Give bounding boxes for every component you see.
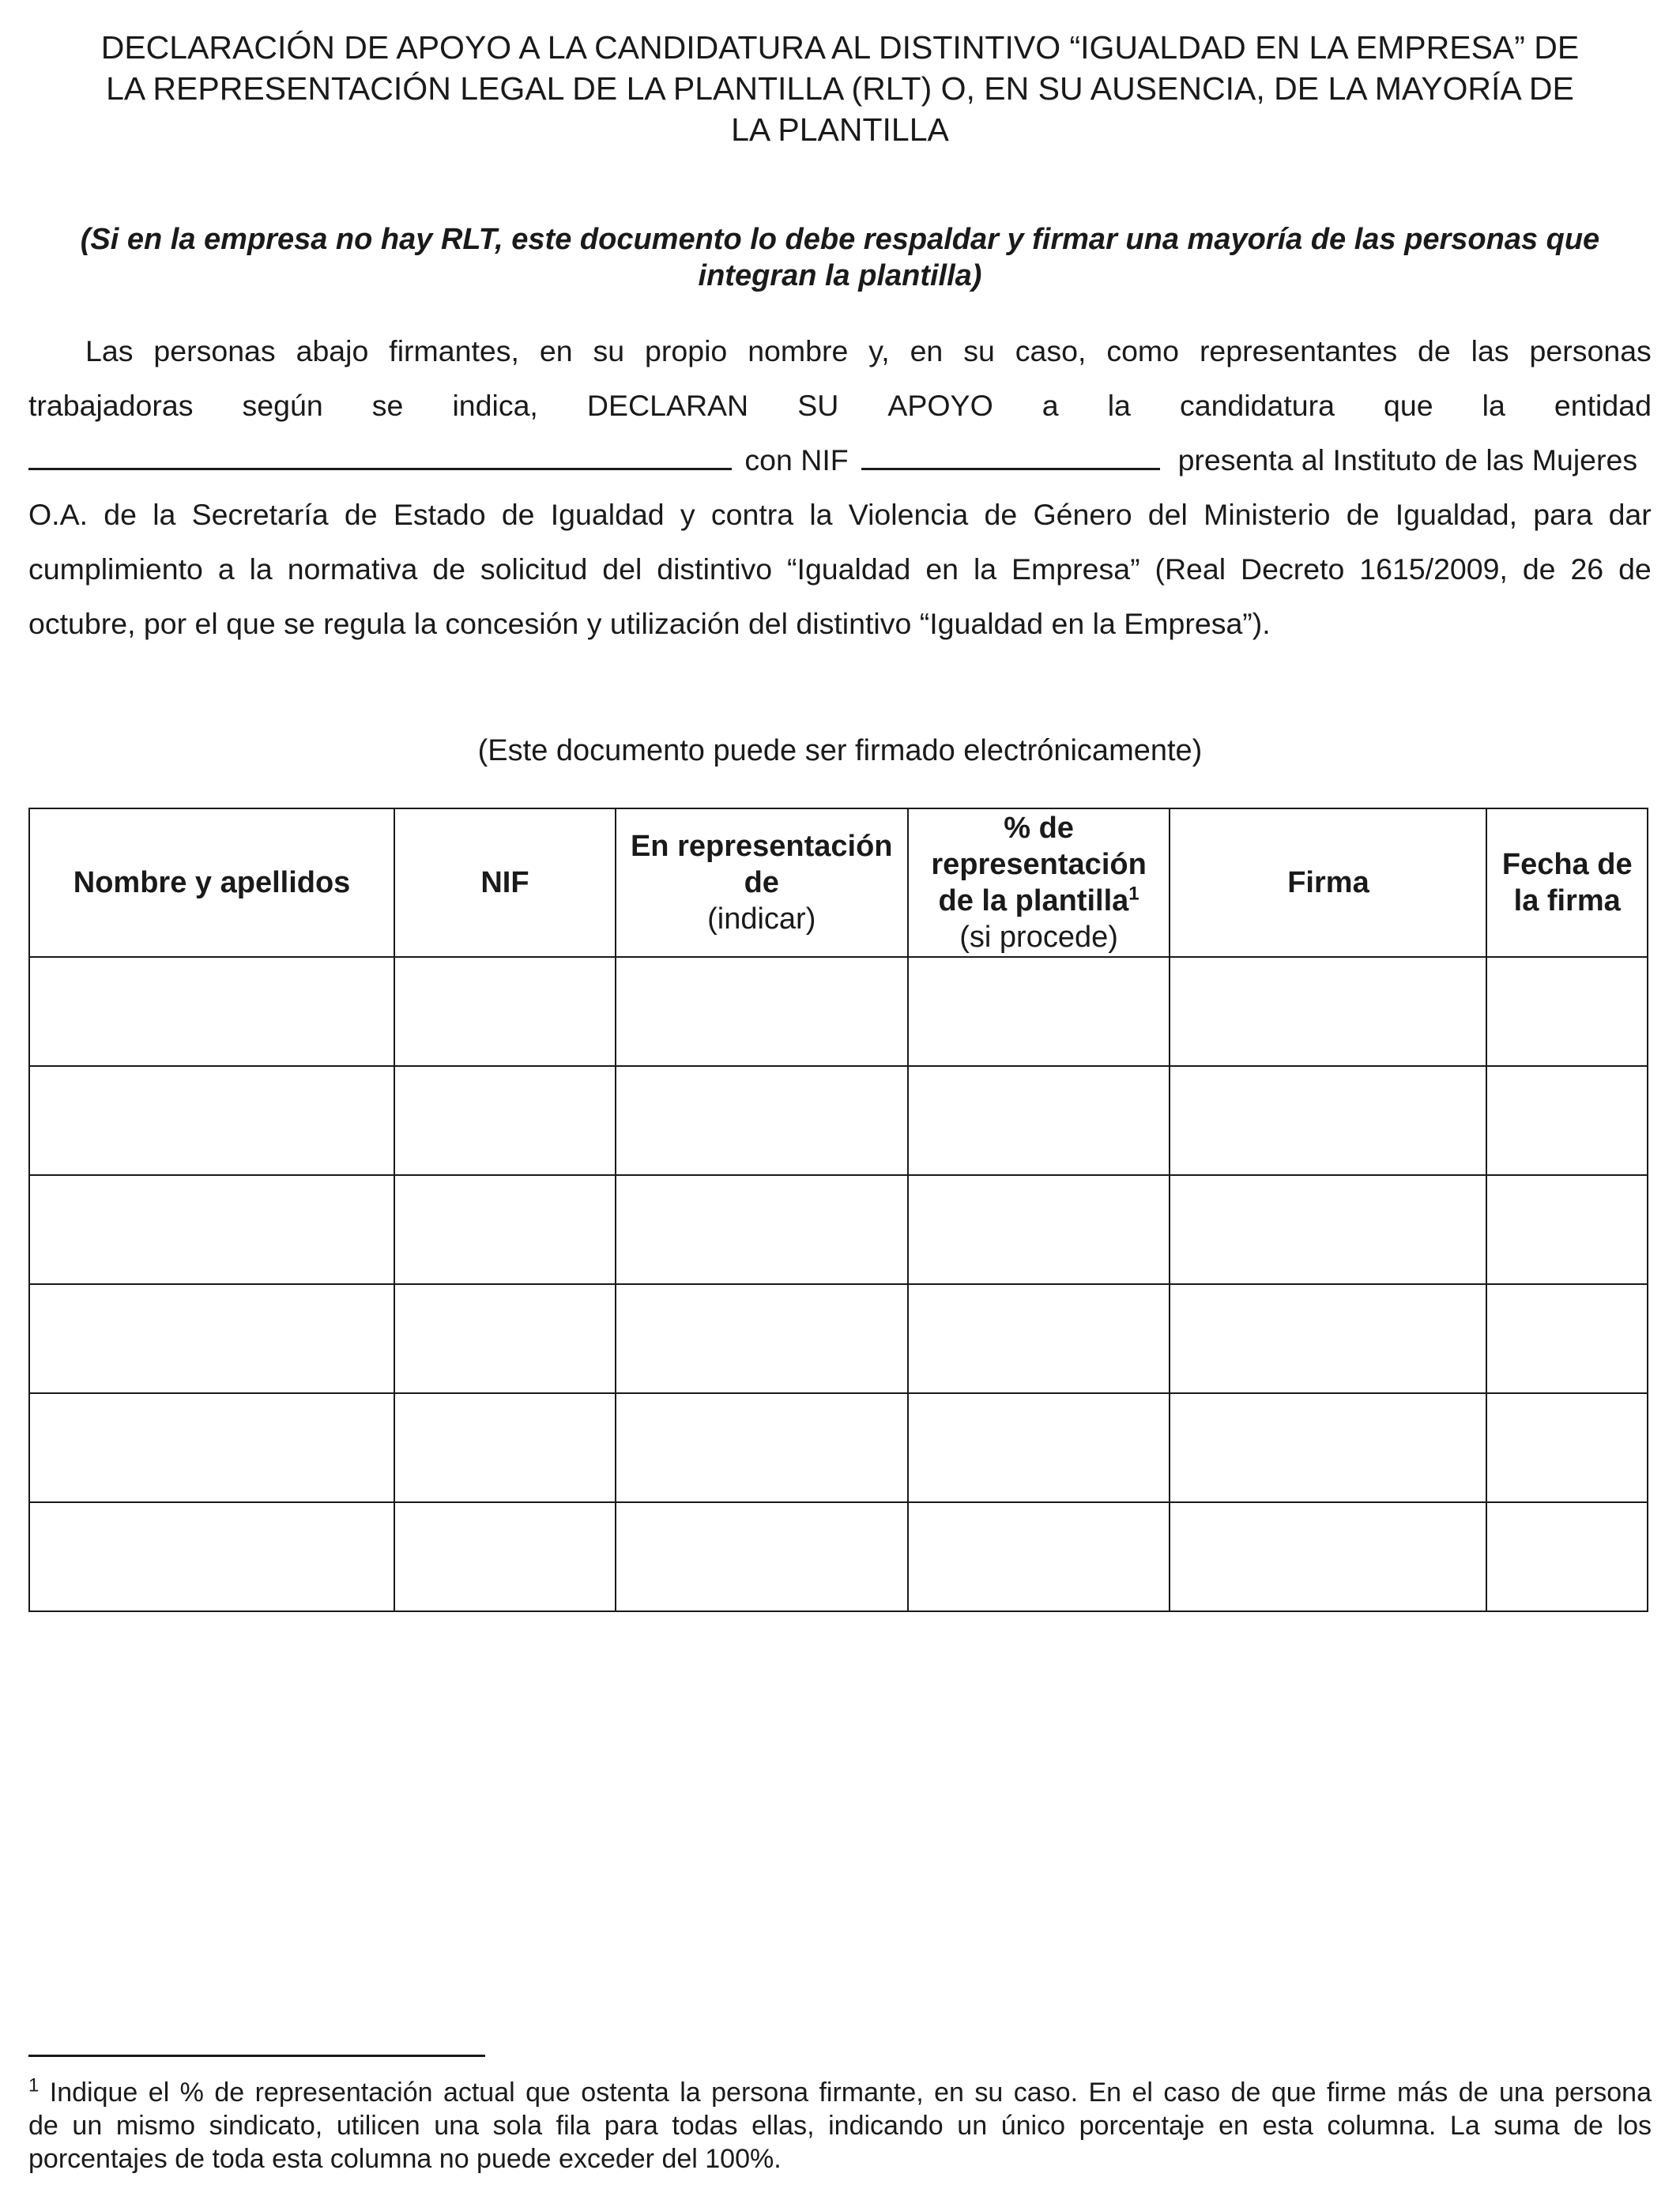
- word: candidatura: [1179, 389, 1335, 422]
- word: y,: [868, 334, 890, 367]
- word: trabajadoras: [28, 389, 194, 422]
- footnote-line-2: de un mismo sindicato, utilicen una sola fila para todas ellas, indicando un único porcentaje en esta columna. La suma de los: [28, 2111, 1652, 2141]
- word: en: [539, 334, 573, 367]
- word: la: [1482, 389, 1505, 422]
- cell-signature[interactable]: [1170, 1284, 1486, 1393]
- word: según: [242, 389, 323, 422]
- cell-percentage[interactable]: [908, 1502, 1170, 1611]
- word: nombre: [748, 334, 849, 367]
- word: dar: [1608, 498, 1652, 531]
- title-line-3: LA PLANTILLA: [731, 111, 949, 148]
- footnote: [28, 2076, 1652, 2176]
- word: de: [1346, 498, 1380, 531]
- nif-label: con NIF: [744, 443, 849, 477]
- cell-nif[interactable]: [394, 1066, 616, 1175]
- word: entidad: [1554, 389, 1652, 422]
- word: de: [104, 498, 137, 531]
- word: caso,: [1015, 334, 1087, 367]
- cell-signature[interactable]: [1170, 1175, 1486, 1284]
- word: Igualdad,: [1395, 498, 1518, 531]
- declaration-line-5: [28, 542, 1652, 597]
- cell-representation[interactable]: [616, 1393, 908, 1502]
- word: personas: [1529, 334, 1652, 367]
- cell-name[interactable]: [29, 1502, 394, 1611]
- footnote-ref: 1: [1128, 883, 1139, 905]
- word: de: [432, 552, 465, 586]
- header-name: Nombre y apellidos: [29, 808, 394, 957]
- word: se: [371, 389, 404, 422]
- word: que: [1384, 389, 1433, 422]
- table-row: [29, 1502, 1648, 1611]
- cell-percentage[interactable]: [908, 1393, 1170, 1502]
- cell-percentage[interactable]: [908, 1284, 1170, 1393]
- title-line-1: DECLARACIÓN DE APOYO A LA CANDIDATURA AL DISTINTIVO “IGUALDAD EN LA EMPRESA” DE: [100, 29, 1580, 66]
- entity-name-blank[interactable]: [28, 444, 732, 470]
- subtitle-line-1: (Si en la empresa no hay RLT, este documento lo debe respaldar y firmar una mayoría de las personas que: [80, 223, 1600, 256]
- word: distintivo: [657, 552, 773, 586]
- declaration-line-2: [28, 379, 1652, 433]
- cell-nif[interactable]: [394, 1502, 616, 1611]
- word: representantes: [1199, 334, 1398, 367]
- word: de: [1618, 552, 1652, 586]
- cell-nif[interactable]: [394, 1284, 616, 1393]
- word: Violencia: [848, 498, 969, 531]
- table-row: [29, 1393, 1648, 1502]
- table-row: [29, 957, 1648, 1066]
- word: firmantes,: [389, 334, 519, 367]
- declaration-line-6: octubre, por el que se regula la concesión y utilización del distintivo “Igualdad en la Empresa”).: [28, 607, 1271, 640]
- cell-nif[interactable]: [394, 1175, 616, 1284]
- cell-date[interactable]: [1486, 1175, 1648, 1284]
- cell-date[interactable]: [1486, 1393, 1648, 1502]
- table-row: [29, 1066, 1648, 1175]
- word: solicitud: [480, 552, 588, 586]
- word: Secretaría: [191, 498, 329, 531]
- cell-representation[interactable]: [616, 1502, 908, 1611]
- cell-date[interactable]: [1486, 1066, 1648, 1175]
- title-line-2: LA REPRESENTACIÓN LEGAL DE LA PLANTILLA (RLT) O, EN SU AUSENCIA, DE LA MAYORÍA DE: [106, 70, 1574, 107]
- nif-blank[interactable]: [861, 444, 1160, 470]
- cell-nif[interactable]: [394, 957, 616, 1066]
- word: propio: [645, 334, 728, 367]
- word: como: [1106, 334, 1180, 367]
- cell-date[interactable]: [1486, 1284, 1648, 1393]
- word: normativa: [287, 552, 418, 586]
- word: en: [925, 552, 959, 586]
- word: las: [1471, 334, 1509, 367]
- cell-date[interactable]: [1486, 957, 1648, 1066]
- word: para: [1533, 498, 1593, 531]
- word: indica,: [452, 389, 538, 422]
- document-title: [28, 27, 1652, 150]
- signature-table: [28, 808, 1648, 1612]
- word: Ministerio: [1203, 498, 1331, 531]
- declaration-paragraph: [28, 324, 1652, 651]
- cell-percentage[interactable]: [908, 1175, 1170, 1284]
- word: de: [501, 498, 535, 531]
- word: a: [1042, 389, 1059, 422]
- word: contra: [710, 498, 794, 531]
- document-subtitle: [28, 221, 1652, 294]
- footnote-separator: [28, 2055, 485, 2057]
- cell-representation[interactable]: [616, 1066, 908, 1175]
- word: personas: [153, 334, 276, 367]
- cell-name[interactable]: [29, 1175, 394, 1284]
- table-header-row: [29, 808, 1648, 957]
- word: la: [809, 498, 833, 531]
- word: del: [602, 552, 642, 586]
- word: Igualdad: [550, 498, 665, 531]
- word: O.A.: [28, 498, 89, 531]
- cell-representation[interactable]: [616, 957, 908, 1066]
- cell-name[interactable]: [29, 1284, 394, 1393]
- table-row: [29, 1175, 1648, 1284]
- word: Las: [85, 334, 134, 367]
- cell-signature[interactable]: [1170, 957, 1486, 1066]
- table-row: [29, 1284, 1648, 1393]
- cell-percentage[interactable]: [908, 1066, 1170, 1175]
- electronic-signature-note: (Este documento puede ser firmado electrónicamente): [477, 734, 1203, 767]
- cell-signature[interactable]: [1170, 1393, 1486, 1502]
- cell-date[interactable]: [1486, 1502, 1648, 1611]
- declaration-line-3: [28, 433, 1652, 488]
- word: la: [153, 498, 176, 531]
- word: de: [1522, 552, 1556, 586]
- subtitle-line-2: integran la plantilla): [698, 259, 982, 292]
- word: en: [910, 334, 944, 367]
- header-date: Fecha de la firma: [1486, 808, 1648, 957]
- word: cumplimiento: [28, 552, 203, 586]
- word: la: [1107, 389, 1131, 422]
- word: “Igualdad: [787, 552, 911, 586]
- word: de: [1418, 334, 1451, 367]
- declaration-line-3-end: presenta al Instituto de las Mujeres: [1177, 443, 1638, 477]
- word: APOYO: [887, 389, 993, 422]
- word: SU: [797, 389, 839, 422]
- cell-signature[interactable]: [1170, 1502, 1486, 1611]
- word: la: [249, 552, 273, 586]
- word: a: [217, 552, 235, 586]
- word: DECLARAN: [586, 389, 749, 422]
- word: del: [1147, 498, 1188, 531]
- word: Género: [1033, 498, 1132, 531]
- cell-name[interactable]: [29, 957, 394, 1066]
- footnote-line-1: $^1$ Indique el % de representación actual que ostenta la persona firmante, en su caso. En el caso de que firme más de una persona: [28, 2074, 1652, 2108]
- word: de: [344, 498, 378, 531]
- declaration-line-1: [28, 324, 1652, 379]
- cell-representation[interactable]: [616, 1284, 908, 1393]
- word: Decreto: [1241, 552, 1345, 586]
- word: su: [963, 334, 995, 367]
- cell-nif[interactable]: [394, 1393, 616, 1502]
- word: (Real: [1155, 552, 1226, 586]
- word: 1615/2009,: [1359, 552, 1508, 586]
- word: su: [593, 334, 625, 367]
- word: la: [973, 552, 997, 586]
- cell-name[interactable]: [29, 1393, 394, 1502]
- declaration-line-4: [28, 488, 1652, 542]
- word: y: [680, 498, 695, 531]
- word: de: [984, 498, 1018, 531]
- footnote-line-3: porcentajes de toda esta columna no puede exceder del 100%.: [28, 2144, 782, 2174]
- header-signature: Firma: [1170, 808, 1486, 957]
- header-percentage: % de representación de la plantilla$^1$ (si procede): [908, 808, 1170, 957]
- cell-signature[interactable]: [1170, 1066, 1486, 1175]
- word: 26: [1570, 552, 1604, 586]
- header-representation: En representación de (indicar): [616, 808, 908, 957]
- cell-percentage[interactable]: [908, 957, 1170, 1066]
- cell-representation[interactable]: [616, 1175, 908, 1284]
- word: Estado: [393, 498, 486, 531]
- word: Empresa”: [1011, 552, 1140, 586]
- word: abajo: [296, 334, 369, 367]
- cell-name[interactable]: [29, 1066, 394, 1175]
- header-nif: NIF: [394, 808, 616, 957]
